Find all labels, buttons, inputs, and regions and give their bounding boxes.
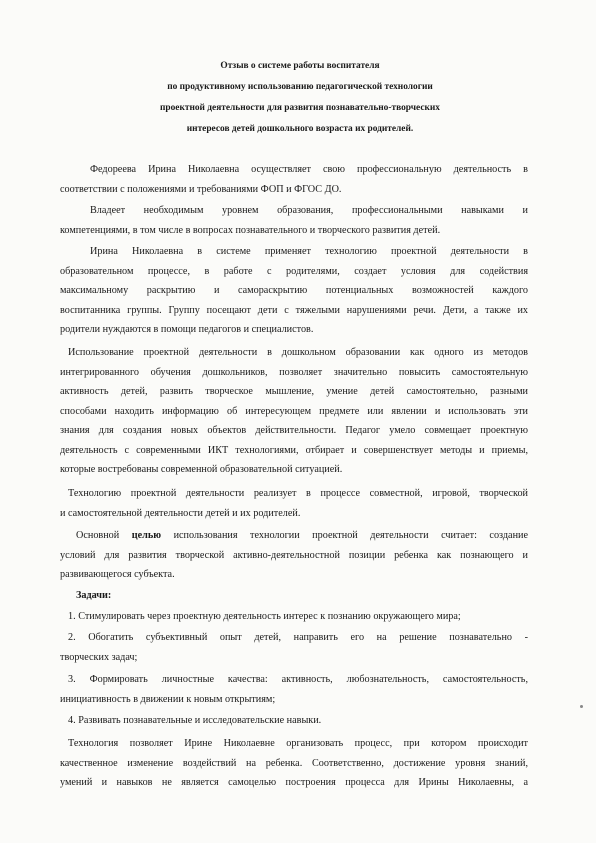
paragraph-qualification (60, 201, 528, 240)
paragraph-goal (60, 526, 528, 585)
text-line: Владеет необходимым уровнем образования, профессиональными навыками и (90, 205, 528, 216)
paragraph-technology (60, 242, 528, 340)
text-line: Технология позволяет Ирине Николаевне организовать процесс, при котором происходит (68, 738, 528, 749)
paragraph-implementation (60, 484, 528, 523)
text-line: 2. Обогатить субъективный опыт детей, направить его на решение познавательно - (68, 632, 528, 643)
text-line: Использование проектной деятельности в дошкольном образовании как одного из методов (68, 347, 528, 358)
text-line: и самостоятельной деятельности детей и их родителей. (60, 507, 301, 519)
paragraph-intro (60, 160, 528, 199)
title-line: интересов детей дошкольного возраста их родителей. (186, 124, 414, 134)
text-line: которые востребованы современной образовательной ситуацией. (60, 464, 343, 475)
tasks-heading: Задачи: (76, 590, 112, 601)
text-line: образовательном процессе, в работе с родителями, создает условия для содействия (60, 265, 528, 277)
text-line: максимальному раскрытию и самораскрытию потенциальных возможностей каждого (60, 285, 528, 296)
task-item-1 (60, 607, 528, 627)
text-line: активность детей, развить творческое мышление, умение детей самостоятельно, разными (60, 386, 528, 397)
text-line: творческих задач; (60, 651, 138, 663)
text-line: развивающегося субъекта. (60, 569, 175, 580)
text-line: условий для развития творческой активно-деятельностной позиции ребенка как познающего и (60, 549, 528, 561)
text-line: 4. Развивать познавательные и исследовательские навыки. (68, 715, 322, 726)
text-line: Технологию проектной деятельности реализует в процессе совместной, игровой, творческой (68, 488, 528, 499)
text-line: деятельность с современными ИКТ технологиями, отбирает и совершенствует методы и приемы, (60, 444, 528, 456)
title-line: проектной деятельности для развития познавательно-творческих (160, 103, 440, 113)
text-line: компетенциями, в том числе в вопросах познавательного и творческого развития детей. (60, 224, 441, 236)
task-item-4 (60, 711, 528, 731)
goal-keyword: целью (131, 530, 162, 541)
text-line: способами находить информацию об интересующем предмете или явлении и использовать эти (60, 405, 528, 417)
scan-speck (580, 705, 583, 708)
text-line: Ирина Николаевна в системе применяет технологию проектной деятельности в (90, 246, 528, 257)
text-line: 3. Формировать личностные качества: активность, любознательность, самостоятельность, (68, 674, 528, 685)
task-item-2 (60, 628, 528, 667)
goal-before: Основной (76, 530, 120, 541)
text-line: 1. Стимулировать через проектную деятельность интерес к познанию окружающего мира; (68, 611, 461, 622)
text-line: инициативность в движении к новым открытиям; (60, 693, 276, 705)
text-line: родители нуждаются в помощи педагогов и специалистов. (60, 324, 314, 335)
text-line: интегрированного обучения дошкольников, позволяет значительно повысить самостоятельную (60, 366, 528, 378)
text-line: воспитанника группы. Группу посещают дети с тяжелыми нарушениями речи. Дети, а также их (60, 304, 528, 316)
goal-after: использования технологии проектной деятельности считает: создание (173, 530, 529, 541)
task-item-3 (60, 670, 528, 709)
text-line (60, 526, 528, 546)
title-line: по продуктивному использованию педагогической технологии (167, 82, 433, 92)
paragraph-conclusion (60, 734, 528, 793)
text-line: соответствии с положениями и требованиями ФОП и ФГОС ДО. (60, 183, 342, 195)
paragraph-project-use (60, 343, 528, 480)
document-title (60, 56, 540, 140)
text-line: качественное изменение воздействий на ребенка. Соответственно, достижение уровня знаний, (60, 757, 528, 769)
text-line: знания для создания новых объектов действительности. Педагог умело совмещает проектную (60, 425, 528, 436)
text-line: умений и навыков не является самоцелью построения процесса для Ирины Николаевны, а (60, 777, 528, 788)
text-line: Федореева Ирина Николаевна осуществляет свою профессиональную деятельность в (90, 164, 528, 175)
title-line: Отзыв о системе работы воспитателя (220, 61, 380, 71)
